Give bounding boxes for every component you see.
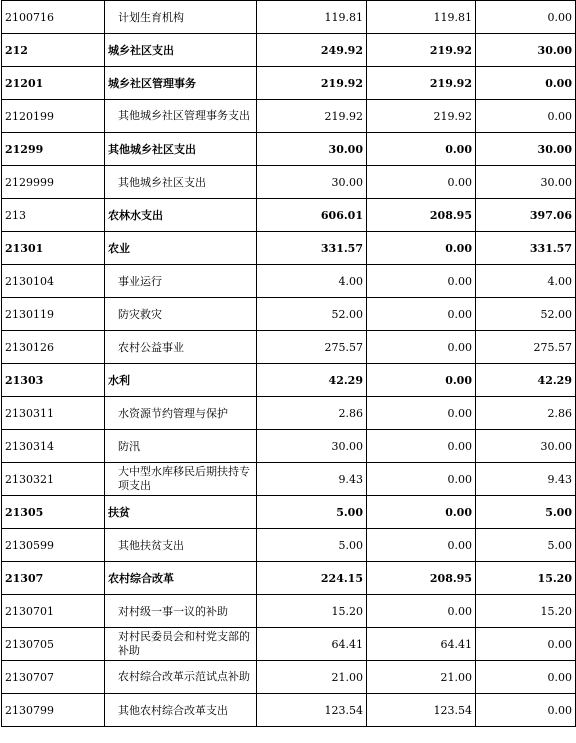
account-code-cell: 2130311: [2, 397, 105, 430]
account-code-cell: 2129999: [2, 166, 105, 199]
project-expenditure-cell: 397.06: [476, 199, 576, 232]
table-row: [2, 463, 576, 496]
total-amount-cell: 30.00: [257, 430, 367, 463]
table-row: [2, 166, 576, 199]
table-row: [2, 67, 576, 100]
basic-expenditure-cell: 0.00: [367, 265, 476, 298]
account-code-cell: 21201: [2, 67, 105, 100]
account-code-cell: 21305: [2, 496, 105, 529]
account-name-cell: 城乡社区管理事务: [105, 67, 257, 100]
account-code-cell: 2130321: [2, 463, 105, 496]
account-name-cell: 农林水支出: [105, 199, 257, 232]
basic-expenditure-cell: 0.00: [367, 595, 476, 628]
table-row: [2, 133, 576, 166]
budget-table: [1, 0, 576, 727]
account-name-cell: 城乡社区支出: [105, 34, 257, 67]
table-row: [2, 364, 576, 397]
project-expenditure-cell: 9.43: [476, 463, 576, 496]
basic-expenditure-cell: 0.00: [367, 298, 476, 331]
account-name-cell: 事业运行: [105, 265, 257, 298]
account-name-cell: 水资源节约管理与保护: [105, 397, 257, 430]
total-amount-cell: 249.92: [257, 34, 367, 67]
account-name-cell: 对村民委员会和村党支部的补助: [105, 628, 257, 661]
account-code-cell: 2130599: [2, 529, 105, 562]
basic-expenditure-cell: 0.00: [367, 364, 476, 397]
total-amount-cell: 119.81: [257, 1, 367, 34]
basic-expenditure-cell: 119.81: [367, 1, 476, 34]
table-row: [2, 628, 576, 661]
basic-expenditure-cell: 219.92: [367, 34, 476, 67]
project-expenditure-cell: 5.00: [476, 496, 576, 529]
total-amount-cell: 52.00: [257, 298, 367, 331]
account-name-cell: 扶贫: [105, 496, 257, 529]
account-code-cell: 2130701: [2, 595, 105, 628]
account-name-cell: 对村级一事一议的补助: [105, 595, 257, 628]
account-name-cell: 其他农村综合改革支出: [105, 694, 257, 727]
project-expenditure-cell: 2.86: [476, 397, 576, 430]
account-code-cell: 21307: [2, 562, 105, 595]
table-row: [2, 34, 576, 67]
basic-expenditure-cell: 0.00: [367, 529, 476, 562]
project-expenditure-cell: 0.00: [476, 661, 576, 694]
basic-expenditure-cell: 123.54: [367, 694, 476, 727]
total-amount-cell: 5.00: [257, 496, 367, 529]
account-name-cell: 农村综合改革示范试点补助: [105, 661, 257, 694]
account-code-cell: 2130119: [2, 298, 105, 331]
basic-expenditure-cell: 0.00: [367, 397, 476, 430]
account-code-cell: 2120199: [2, 100, 105, 133]
account-code-cell: 2130126: [2, 331, 105, 364]
basic-expenditure-cell: 0.00: [367, 232, 476, 265]
project-expenditure-cell: 0.00: [476, 694, 576, 727]
total-amount-cell: 30.00: [257, 166, 367, 199]
project-expenditure-cell: 0.00: [476, 100, 576, 133]
account-name-cell: 农业: [105, 232, 257, 265]
account-code-cell: 21299: [2, 133, 105, 166]
project-expenditure-cell: 42.29: [476, 364, 576, 397]
table-row: [2, 529, 576, 562]
total-amount-cell: 4.00: [257, 265, 367, 298]
table-row: [2, 496, 576, 529]
table-row: [2, 199, 576, 232]
account-name-cell: 大中型水库移民后期扶持专项支出: [105, 463, 257, 496]
basic-expenditure-cell: 0.00: [367, 496, 476, 529]
account-name-cell: 农村综合改革: [105, 562, 257, 595]
project-expenditure-cell: 15.20: [476, 595, 576, 628]
total-amount-cell: 331.57: [257, 232, 367, 265]
project-expenditure-cell: 4.00: [476, 265, 576, 298]
project-expenditure-cell: 275.57: [476, 331, 576, 364]
total-amount-cell: 2.86: [257, 397, 367, 430]
total-amount-cell: 5.00: [257, 529, 367, 562]
project-expenditure-cell: 30.00: [476, 166, 576, 199]
project-expenditure-cell: 30.00: [476, 133, 576, 166]
table-row: [2, 232, 576, 265]
project-expenditure-cell: 30.00: [476, 34, 576, 67]
table-row: [2, 661, 576, 694]
table-row: [2, 100, 576, 133]
account-name-cell: 防灾救灾: [105, 298, 257, 331]
table-row: [2, 430, 576, 463]
basic-expenditure-cell: 0.00: [367, 133, 476, 166]
account-code-cell: 2130705: [2, 628, 105, 661]
account-code-cell: 2130314: [2, 430, 105, 463]
total-amount-cell: 123.54: [257, 694, 367, 727]
basic-expenditure-cell: 219.92: [367, 100, 476, 133]
total-amount-cell: 219.92: [257, 100, 367, 133]
total-amount-cell: 30.00: [257, 133, 367, 166]
basic-expenditure-cell: 21.00: [367, 661, 476, 694]
account-code-cell: 21303: [2, 364, 105, 397]
account-name-cell: 农村公益事业: [105, 331, 257, 364]
budget-table-body: [2, 1, 576, 727]
total-amount-cell: 21.00: [257, 661, 367, 694]
project-expenditure-cell: 0.00: [476, 67, 576, 100]
table-row: [2, 397, 576, 430]
account-code-cell: 2100716: [2, 1, 105, 34]
total-amount-cell: 219.92: [257, 67, 367, 100]
table-row: [2, 331, 576, 364]
account-code-cell: 212: [2, 34, 105, 67]
project-expenditure-cell: 0.00: [476, 628, 576, 661]
total-amount-cell: 606.01: [257, 199, 367, 232]
table-row: [2, 1, 576, 34]
account-code-cell: 21301: [2, 232, 105, 265]
basic-expenditure-cell: 208.95: [367, 199, 476, 232]
basic-expenditure-cell: 208.95: [367, 562, 476, 595]
table-row: [2, 562, 576, 595]
project-expenditure-cell: 5.00: [476, 529, 576, 562]
account-name-cell: 其他城乡社区支出: [105, 133, 257, 166]
total-amount-cell: 275.57: [257, 331, 367, 364]
total-amount-cell: 9.43: [257, 463, 367, 496]
account-code-cell: 2130707: [2, 661, 105, 694]
project-expenditure-cell: 30.00: [476, 430, 576, 463]
account-code-cell: 2130799: [2, 694, 105, 727]
basic-expenditure-cell: 64.41: [367, 628, 476, 661]
basic-expenditure-cell: 0.00: [367, 463, 476, 496]
account-name-cell: 其他城乡社区管理事务支出: [105, 100, 257, 133]
total-amount-cell: 42.29: [257, 364, 367, 397]
project-expenditure-cell: 52.00: [476, 298, 576, 331]
total-amount-cell: 64.41: [257, 628, 367, 661]
table-row: [2, 694, 576, 727]
account-name-cell: 计划生育机构: [105, 1, 257, 34]
account-code-cell: 2130104: [2, 265, 105, 298]
table-row: [2, 595, 576, 628]
account-name-cell: 水利: [105, 364, 257, 397]
project-expenditure-cell: 15.20: [476, 562, 576, 595]
table-row: [2, 298, 576, 331]
table-row: [2, 265, 576, 298]
account-name-cell: 其他城乡社区支出: [105, 166, 257, 199]
account-name-cell: 其他扶贫支出: [105, 529, 257, 562]
account-code-cell: 213: [2, 199, 105, 232]
total-amount-cell: 224.15: [257, 562, 367, 595]
total-amount-cell: 15.20: [257, 595, 367, 628]
basic-expenditure-cell: 0.00: [367, 430, 476, 463]
basic-expenditure-cell: 0.00: [367, 331, 476, 364]
basic-expenditure-cell: 0.00: [367, 166, 476, 199]
project-expenditure-cell: 331.57: [476, 232, 576, 265]
account-name-cell: 防汛: [105, 430, 257, 463]
project-expenditure-cell: 0.00: [476, 1, 576, 34]
basic-expenditure-cell: 219.92: [367, 67, 476, 100]
